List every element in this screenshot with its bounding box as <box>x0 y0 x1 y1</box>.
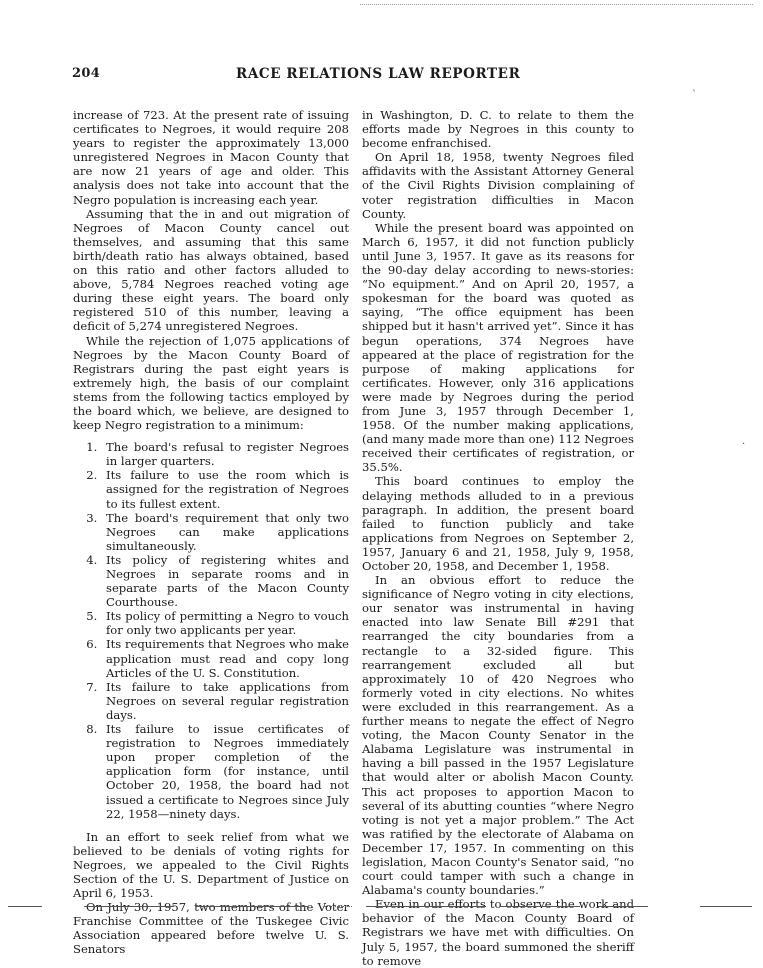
paragraph: While the present board was appointed on March 6, 1957, it did not function publicly until June 3, 1957. It gave as its reasons for the 90-day delay according to news-stories: “No equipment.” And on April 20, 1957, a spokesman for the board was quoted as saying, “The office equipment has been shipped but it hasn't arrived yet”. Since it has begun operations, 374 Negroes have appeared at the place of registration for the purpose of making applications for certificates. However, only 316 applications were made by Negroes during the period from June 3, 1957 through December 1, 1958. Of the number making applications, (and many made more than one) 112 Negroes received their certificates of registration, or 35.5%. <box>362 220 634 475</box>
left-column <box>73 108 349 957</box>
right-column <box>362 108 634 968</box>
list-item: 2. Its failure to use the room which is assigned for the registration of Negroes to its fullest extent. <box>101 468 349 510</box>
page-number: 204 <box>72 66 101 81</box>
paragraph: While the rejection of 1,075 applications of Negroes by the Macon County Board of Registrars during the past eight years is extremely high, the basis of our complaint stems from the following tactics employed by the board which, we believe, are designed to keep Negro registration to a minimum: <box>73 333 349 433</box>
list-item: 1. The board's refusal to register Negroes in larger quarters. <box>101 440 349 468</box>
paragraph: increase of 723. At the present rate of issuing certificates to Negroes, it would require 208 years to register the approximately 13,000 unregistered Negroes in Macon County that are now 21 years of age and older. This analysis does not take into account that the Negro population is increasing each year. <box>73 108 349 207</box>
running-title: RACE RELATIONS LAW REPORTER <box>236 66 521 82</box>
rule-segment <box>196 906 308 907</box>
list-item: 4. Its policy of registering whites and Negroes in separate rooms and in separate parts of the Macon County Courthouse. <box>101 553 349 609</box>
rule-segment <box>700 906 752 907</box>
list-item: 3. The board's requirement that only two Negroes can make applications simultaneously. <box>101 511 349 553</box>
stray-mark: . <box>742 436 746 447</box>
list-item: 8. Its failure to issue certificates of registration to Negroes immediately upon proper completion of the application form (for instance, until October 20, 1958, the board had not issued a certificate to Negroes since July 22, 1958—ninety days. <box>101 722 349 821</box>
paragraph: On July 30, 1957, two members of the Voter Franchise Committee of the Tuskegee Civic Association appeared before twelve U. S. Senators <box>73 900 349 957</box>
list-item: 5. Its policy of permitting a Negro to vouch for only two applicants per year. <box>101 609 349 637</box>
top-edge-dots <box>360 4 753 5</box>
paragraph: In an effort to seek relief from what we believed to be denials of voting rights for Negroes, we appealed to the Civil Rights Section of the U. S. Department of Justice on April 6, 1953. <box>73 829 349 901</box>
rule-segment <box>500 906 580 907</box>
rule-segment <box>8 906 42 907</box>
paragraph: in Washington, D. C. to relate to them the efforts made by Negroes in this county to become enfranchised. <box>362 108 634 151</box>
tactics-list <box>73 440 349 821</box>
paragraph: Even in our efforts to observe the work and behavior of the Macon County Board of Registrars we have met with difficulties. On July 5, 1957, the board summoned the sheriff to remove <box>362 897 634 968</box>
rule-segment <box>366 906 486 907</box>
paragraph: In an obvious effort to reduce the significance of Negro voting in city elections, our senator was instrumental in having enacted into law Senate Bill #291 that rearranged the city boundaries from a rectangle to a 32-sided figure. This rearrangement excluded all but approximately 10 of 420 Negroes who formerly voted in city elections. No whites were excluded in this rearrangement. As a further means to negate the effect of Negro voting, the Macon County Senator in the Alabama Legislature was instrumental in having a bill passed in the 1957 Legislature that would alter or abolish Macon County. This act proposes to apportion Macon to several of its abutting counties “where Negro voting is not yet a major problem.” The Act was ratified by the electorate of Alabama on December 17, 1957. In commenting on this legislation, Macon County's Senator said, “no court could tamper with such a change in Alabama's county boundaries.” <box>362 573 634 898</box>
paragraph: Assuming that the in and out migration of Negroes of Macon County cancel out themselves, and assuming that this same birth/death ratio has always obtained, based on this ratio and other factors alluded to above, 5,784 Negroes reached voting age during these eight years. The board only registered 510 of this number, leaving a deficit of 5,274 unregistered Negroes. <box>73 206 349 334</box>
rule-segment <box>324 906 352 907</box>
list-item: 6. Its requirements that Negroes who make application must read and copy long Articles of the U. S. Constitution. <box>101 637 349 679</box>
paragraph: On April 18, 1958, twenty Negroes filed affidavits with the Assistant Attorney General of the Civil Rights Division complaining of voter registration difficulties in Macon County. <box>362 150 634 221</box>
rule-segment <box>598 906 648 907</box>
page-header <box>0 66 763 86</box>
bottom-scan-rules <box>0 906 763 914</box>
paragraph: This board continues to employ the delaying methods alluded to in a previous paragraph. In addition, the present board failed to function publicly and take applications from Negroes on September 2, 1957, January 6 and 21, 1958, July 9, 1958, October 20, 1958, and December 1, 1958. <box>362 474 634 573</box>
rule-segment <box>84 906 174 907</box>
stray-mark: ` <box>692 90 697 101</box>
list-item: 7. Its failure to take applications from Negroes on several regular registration days. <box>101 680 349 722</box>
